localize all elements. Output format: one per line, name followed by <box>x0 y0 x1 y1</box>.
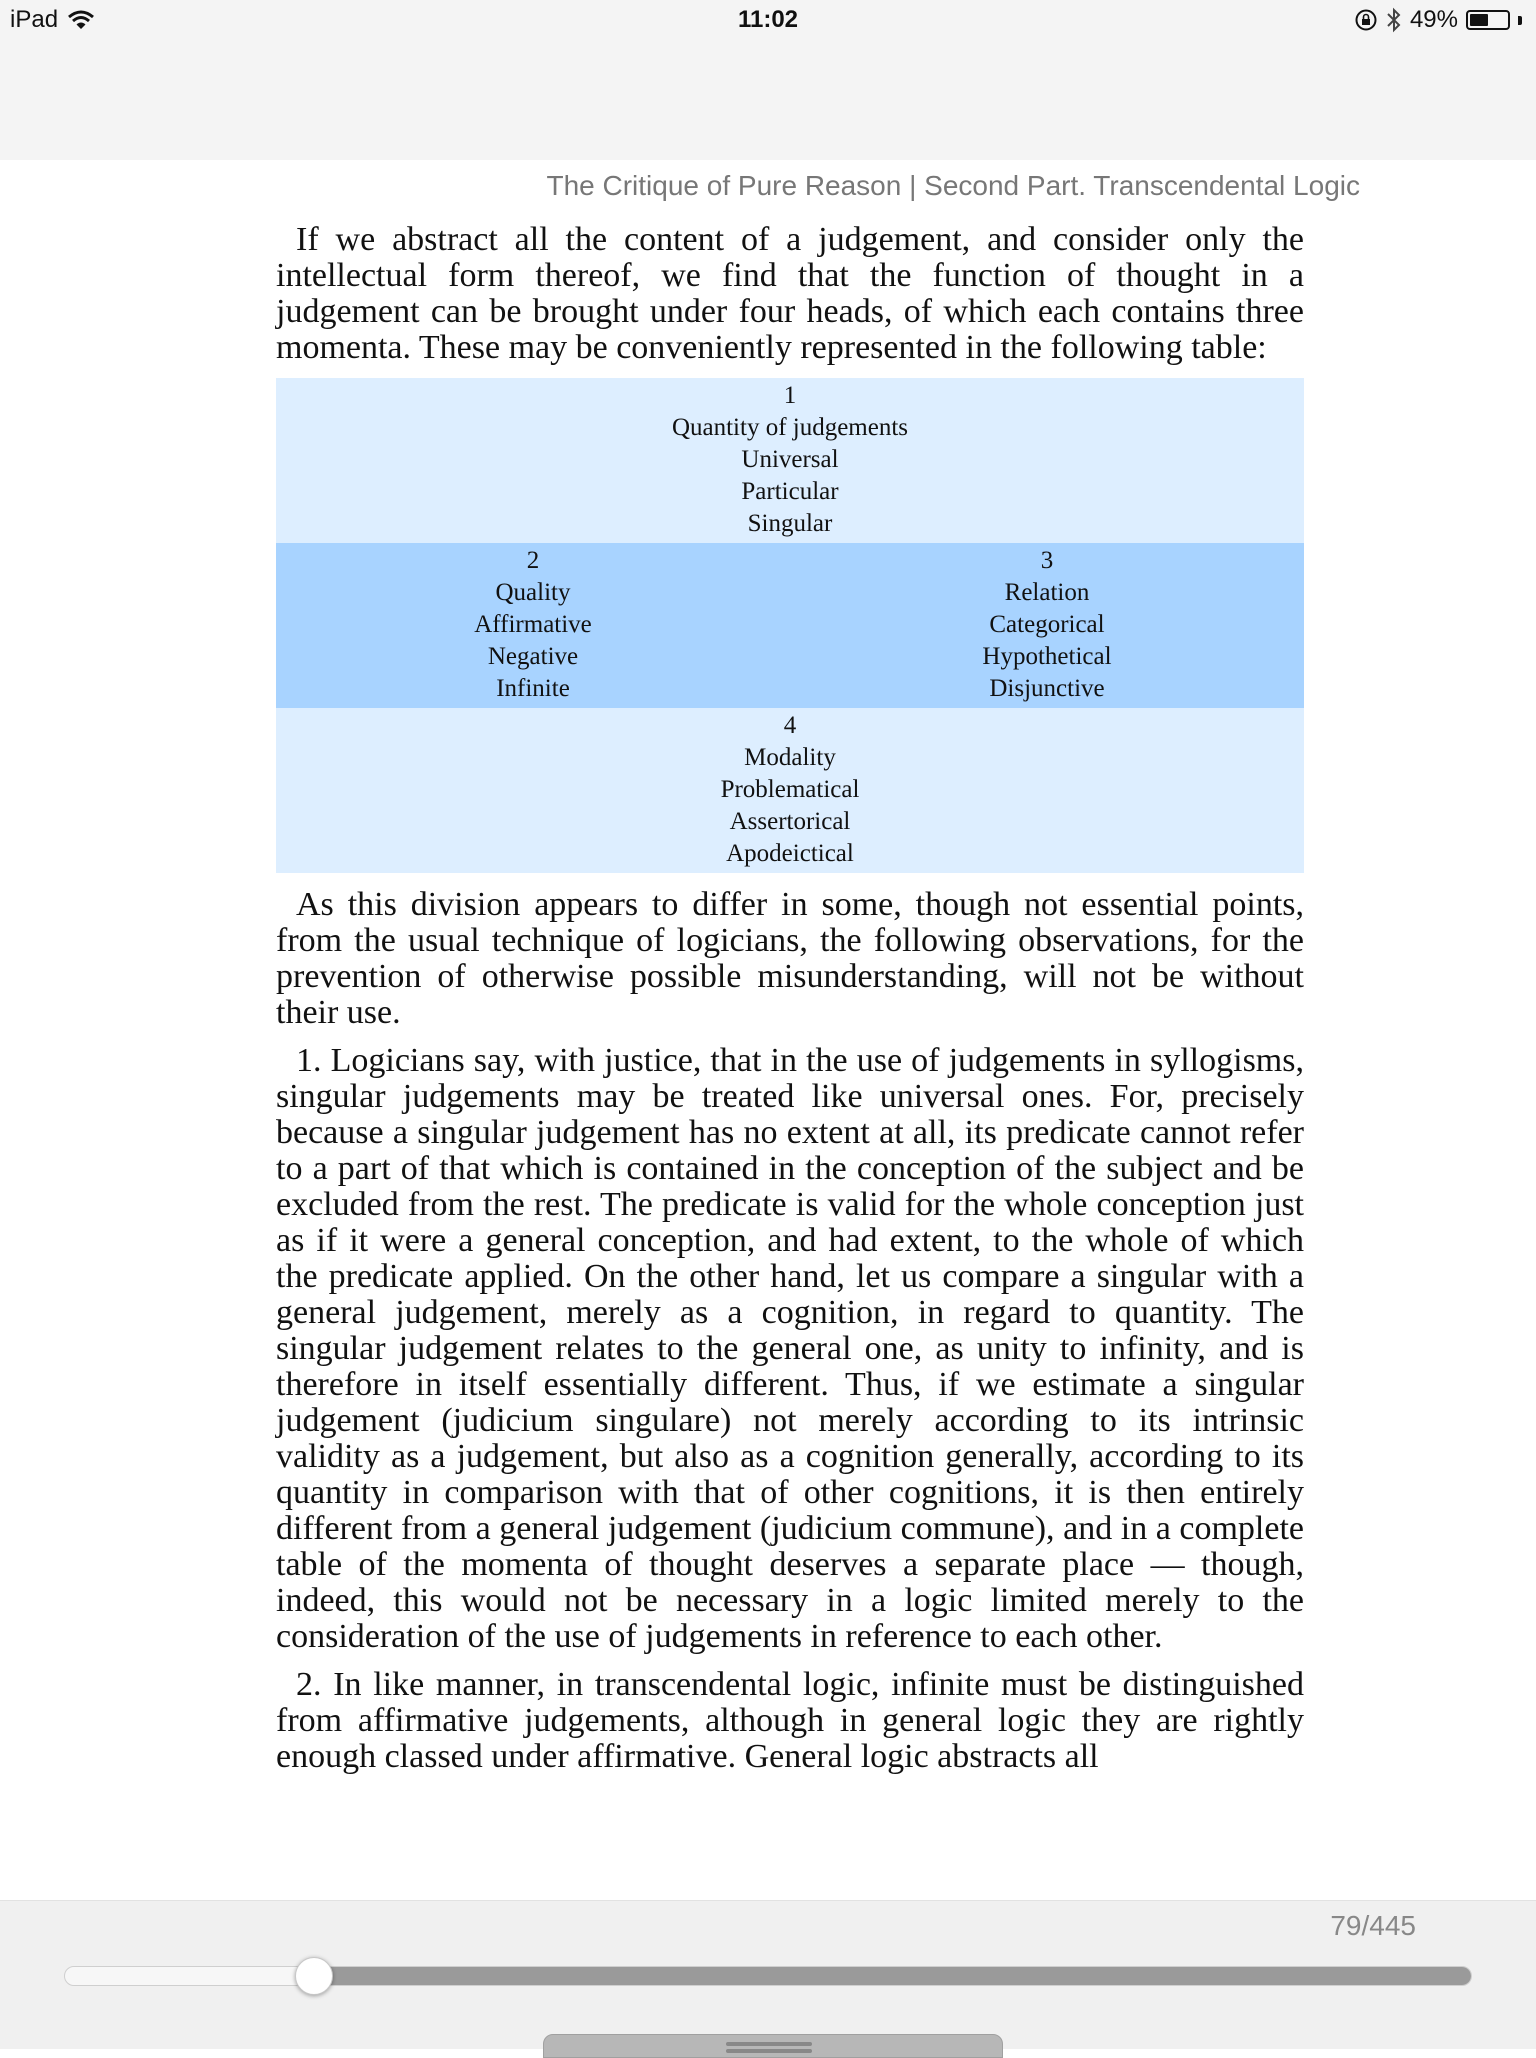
paragraph-observation-1: 1. Logicians say, with justice, that in the use of judgements in syllogisms, singular judgements may be treated like universal ones. For, precisely because a singular judgement has no extent at all, its predicate cannot refer to a part of that which is contained in the conception of the subject and be excluded from the rest. The predicate is valid for the whole conception just as if it were a general conception, and had extent, to the whole of which the predicate applied. On the other hand, let us compare a singular with a general judgement, merely as a cognition, in regard to quantity. The singular judgement relates to the general one, as unity to infinity, and is therefore in itself essentially different. Thus, if we estimate a singular judgement (judicium singulare) not merely according to its intrinsic validity as a judgement, but also as a cognition generally, according to its quantity in comparison with that of other cognitions, it is then entirely different from a general judgement (judicium commune), and in a complete table of the momenta of thought deserves a separate place — though, indeed, this would not be necessary in a logic limited merely to the consideration of the use of judgements in reference to each other. <box>276 1042 1304 1655</box>
quality-number: 2 <box>526 547 540 574</box>
modality-item: Problematical <box>720 776 860 803</box>
quality-title: Quality <box>495 579 571 606</box>
orientation-lock-icon <box>1354 8 1378 32</box>
page-slider-thumb[interactable] <box>295 1957 333 1995</box>
relation-item: Categorical <box>989 611 1105 638</box>
bottom-drawer-handle[interactable] <box>543 2034 1003 2058</box>
relation-item: Disjunctive <box>989 675 1105 702</box>
modality-item: Apodeictical <box>726 840 854 867</box>
quantity-item: Singular <box>747 510 833 537</box>
page-slider-remaining <box>315 1967 1471 1985</box>
table-quality-relation <box>276 543 1304 708</box>
status-time: 11:02 <box>737 6 799 33</box>
bluetooth-icon <box>1386 7 1402 33</box>
modality-title: Modality <box>744 744 836 771</box>
toolbar-area[interactable] <box>0 44 1536 160</box>
relation-number: 3 <box>1040 547 1054 574</box>
status-bar <box>0 0 1536 44</box>
quality-item: Negative <box>487 643 579 670</box>
quantity-item: Universal <box>741 446 839 473</box>
quantity-item: Particular <box>741 478 839 505</box>
table-quantity <box>276 378 1304 543</box>
judgement-table <box>276 378 1304 873</box>
paragraph-division: As this division appears to differ in some, though not essential points, from the usual technique of logicians, the following observations, for the prevention of otherwise possible misunderstanding, will not be without their use. <box>276 886 1304 1031</box>
device-name: iPad <box>10 6 59 33</box>
grip-line <box>726 2049 812 2053</box>
battery-tip <box>1518 16 1522 25</box>
paragraph-intro: If we abstract all the content of a judgement, and consider only the intellectual form thereof, we find that the function of thought in a judgement can be brought under four heads, of which each contains three momenta. These may be conveniently represented in the following table: <box>276 221 1304 366</box>
page-slider-track[interactable] <box>64 1966 1472 1986</box>
table-relation <box>790 545 1304 705</box>
page-count: 79/445 <box>1330 1910 1416 1941</box>
quality-item: Infinite <box>496 675 570 702</box>
grip-line <box>726 2042 812 2046</box>
battery-icon <box>1466 10 1510 30</box>
running-head: The Critique of Pure Reason | Second Part. Transcendental Logic <box>546 170 1360 201</box>
quality-item: Affirmative <box>474 611 592 638</box>
quantity-title: Quantity of judgements <box>671 414 909 441</box>
battery-level <box>1470 14 1488 26</box>
status-right <box>1354 6 1522 34</box>
quantity-number: 1 <box>783 382 797 409</box>
relation-title: Relation <box>1004 579 1090 606</box>
modality-item: Assertorical <box>729 808 851 835</box>
paragraph-observation-2: 2. In like manner, in transcendental logic, infinite must be distinguished from affirmative judgements, although in general logic they are rightly enough classed under affirmative. General logic abstracts all <box>276 1666 1304 1775</box>
page-content <box>276 222 1304 1787</box>
table-quality <box>276 545 790 705</box>
battery-percent: 49% <box>1409 6 1458 33</box>
relation-item: Hypothetical <box>982 643 1112 670</box>
modality-number: 4 <box>783 712 797 739</box>
table-modality <box>276 708 1304 873</box>
